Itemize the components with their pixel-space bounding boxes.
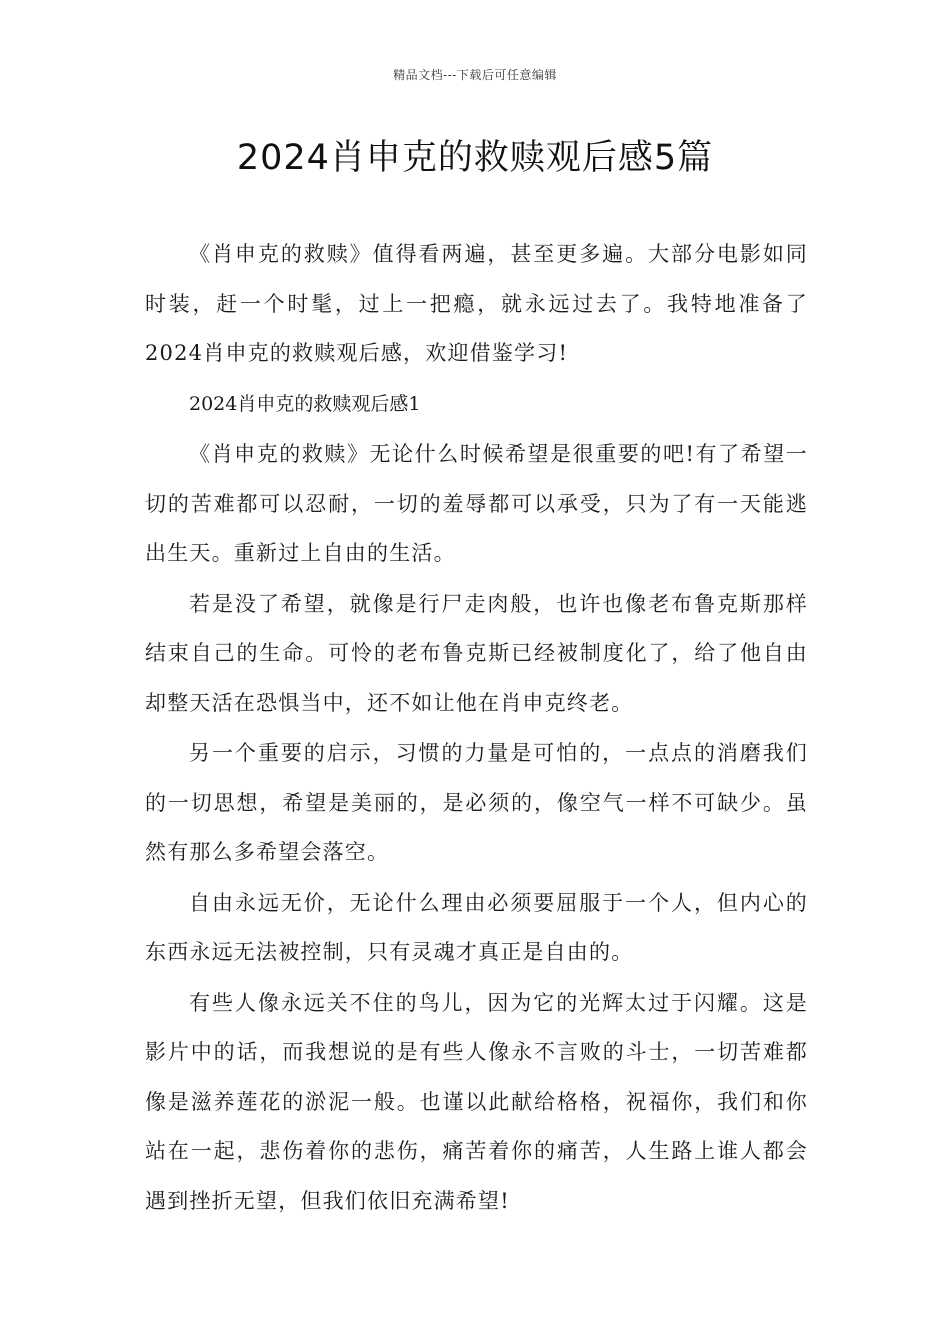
document-title: 2024肖申克的救赎观后感5篇 [236,138,714,178]
body-paragraph: 有些人像永远关不住的鸟儿，因为它的光辉太过于闪耀。这是影片中的话，而我想说的是有些人像永不言败的斗士，一切苦难都像是滋养莲花的淤泥一般。也谨以此献给格格，祝福你，我们和你站在一起，悲伤着你的悲伤，痛苦着你的痛苦，人生路上谁人都会遇到挫折无望，但我们依旧充满希望! [145,990,808,1213]
body-paragraph: 《肖申克的救赎》无论什么时候希望是很重要的吧!有了希望一切的苦难都可以忍耐，一切的羞辱都可以承受，只为了有一天能逃出生天。重新过上自由的生活。 [145,442,808,565]
document-body [145,230,808,1227]
intro-paragraph: 《肖申克的救赎》值得看两遍，甚至更多遍。大部分电影如同时装，赶一个时髦，过上一把瘾，就永远过去了。我特地准备了2024肖申克的救赎观后感，欢迎借鉴学习! [145,242,808,365]
header-note: 精品文档---下载后可任意编辑 [393,68,557,82]
body-paragraph: 若是没了希望，就像是行尸走肉般，也许也像老布鲁克斯那样结束自己的生命。可怜的老布鲁克斯已经被制度化了，给了他自由却整天活在恐惧当中，还不如让他在肖申克终老。 [145,591,808,715]
section-title: 2024肖申克的救赎观后感1 [189,392,421,415]
body-paragraph: 自由永远无价，无论什么理由必须要屈服于一个人，但内心的东西永远无法被控制，只有灵魂才真正是自由的。 [145,890,808,964]
body-paragraph: 另一个重要的启示，习惯的力量是可怕的，一点点的消磨我们的一切思想，希望是美丽的，是必须的，像空气一样不可缺少。虽然有那么多希望会落空。 [145,741,808,864]
